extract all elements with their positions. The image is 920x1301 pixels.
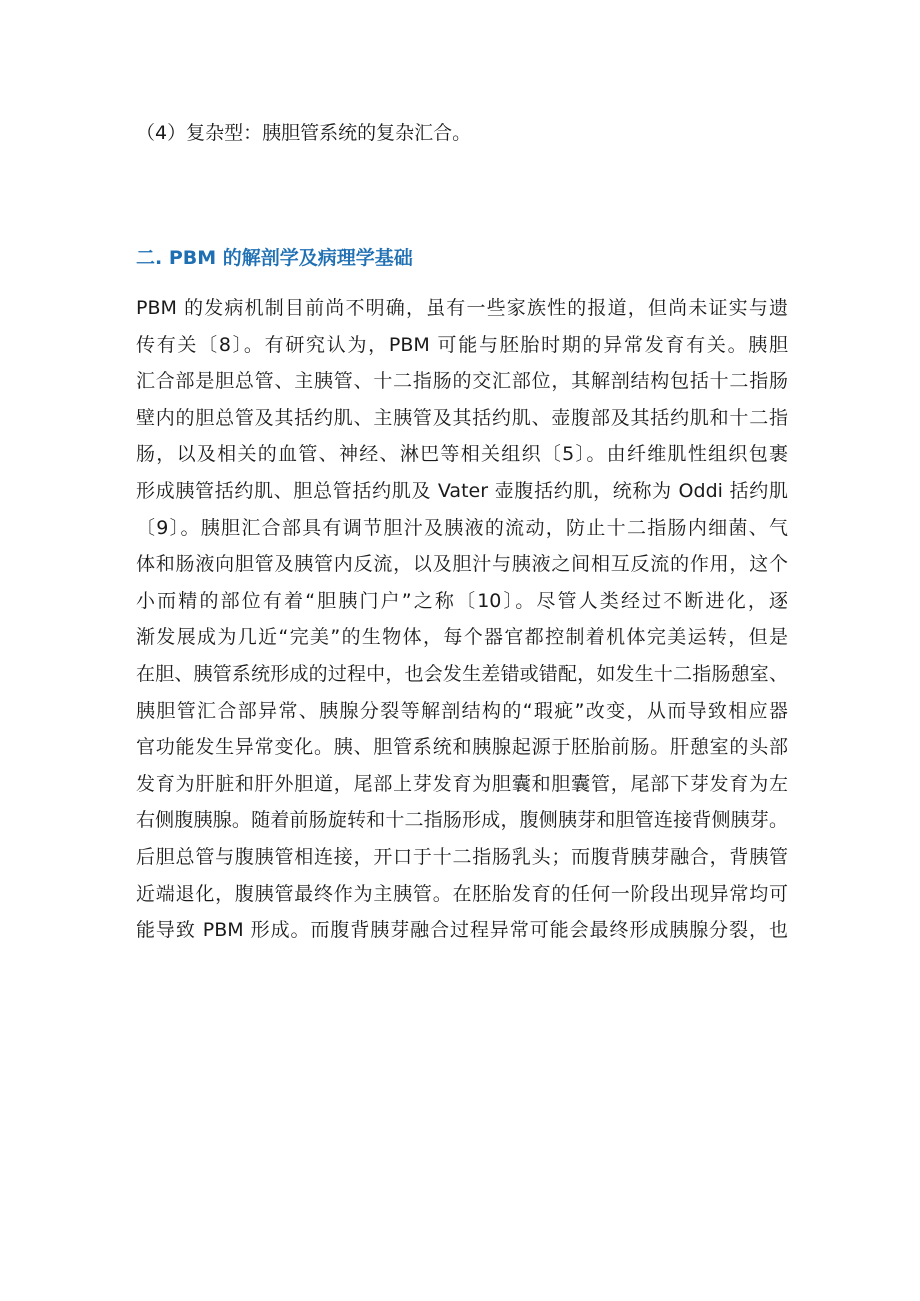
paragraph-line: 近端退化，腹胰管最终作为主胰管。在胚胎发育的任何一阶段出现异常均可 [136, 882, 788, 905]
paragraph-line: 肠，以及相关的血管、神经、淋巴等相关组织〔5〕。由纤维肌性组织包裹 [136, 443, 788, 466]
list-item-complex-type: （4）复杂型：胰胆管系统的复杂汇合。 [136, 122, 472, 144]
paragraph-line: 后胆总管与腹胰管相连接，开口于十二指肠乳头；而腹背胰芽融合，背胰管 [136, 845, 788, 868]
paragraph-line: 官功能发生异常变化。胰、胆管系统和胰腺起源于胚胎前肠。肝憩室的头部 [136, 736, 788, 759]
section-heading: 二. PBM 的解剖学及病理学基础 [136, 247, 413, 269]
body-paragraph [136, 290, 788, 949]
paragraph-line: 发育为肝脏和肝外胆道，尾部上芽发育为胆囊和胆囊管，尾部下芽发育为左 [136, 772, 788, 795]
paragraph-line: 渐发展成为几近“完美”的生物体，每个器官都控制着机体完美运转，但是 [136, 626, 788, 649]
paragraph-line: 壁内的胆总管及其括约肌、主胰管及其括约肌、壶腹部及其括约肌和十二指 [136, 406, 788, 429]
paragraph-line: PBM 的发病机制目前尚不明确，虽有一些家族性的报道，但尚未证实与遗 [136, 297, 788, 319]
paragraph-line: 体和肠液向胆管及胰管内反流，以及胆汁与胰液之间相互反流的作用，这个 [136, 553, 788, 576]
paragraph-line: 能导致 PBM 形成。而腹背胰芽融合过程异常可能会最终形成胰腺分裂，也 [136, 919, 788, 942]
paragraph-line: 传有关〔8〕。有研究认为，PBM 可能与胚胎时期的异常发育有关。胰胆 [136, 333, 788, 356]
paragraph-line: 右侧腹胰腺。随着前肠旋转和十二指肠形成，腹侧胰芽和胆管连接背侧胰芽。 [136, 809, 788, 832]
paragraph-line: 汇合部是胆总管、主胰管、十二指肠的交汇部位，其解剖结构包括十二指肠 [136, 370, 788, 393]
paragraph-line: 〔9〕。胰胆汇合部具有调节胆汁及胰液的流动，防止十二指肠内细菌、气 [136, 516, 788, 539]
paragraph-line: 在胆、胰管系统形成的过程中，也会发生差错或错配，如发生十二指肠憩室、 [136, 662, 788, 685]
paragraph-line: 胰胆管汇合部异常、胰腺分裂等解剖结构的“瑕疵”改变，从而导致相应器 [136, 699, 788, 722]
paragraph-line: 形成胰管括约肌、胆总管括约肌及 Vater 壶腹括约肌，统称为 Oddi 括约肌 [136, 479, 788, 502]
paragraph-line: 小而精的部位有着“胆胰门户”之称〔10〕。尽管人类经过不断进化，逐 [136, 589, 788, 612]
